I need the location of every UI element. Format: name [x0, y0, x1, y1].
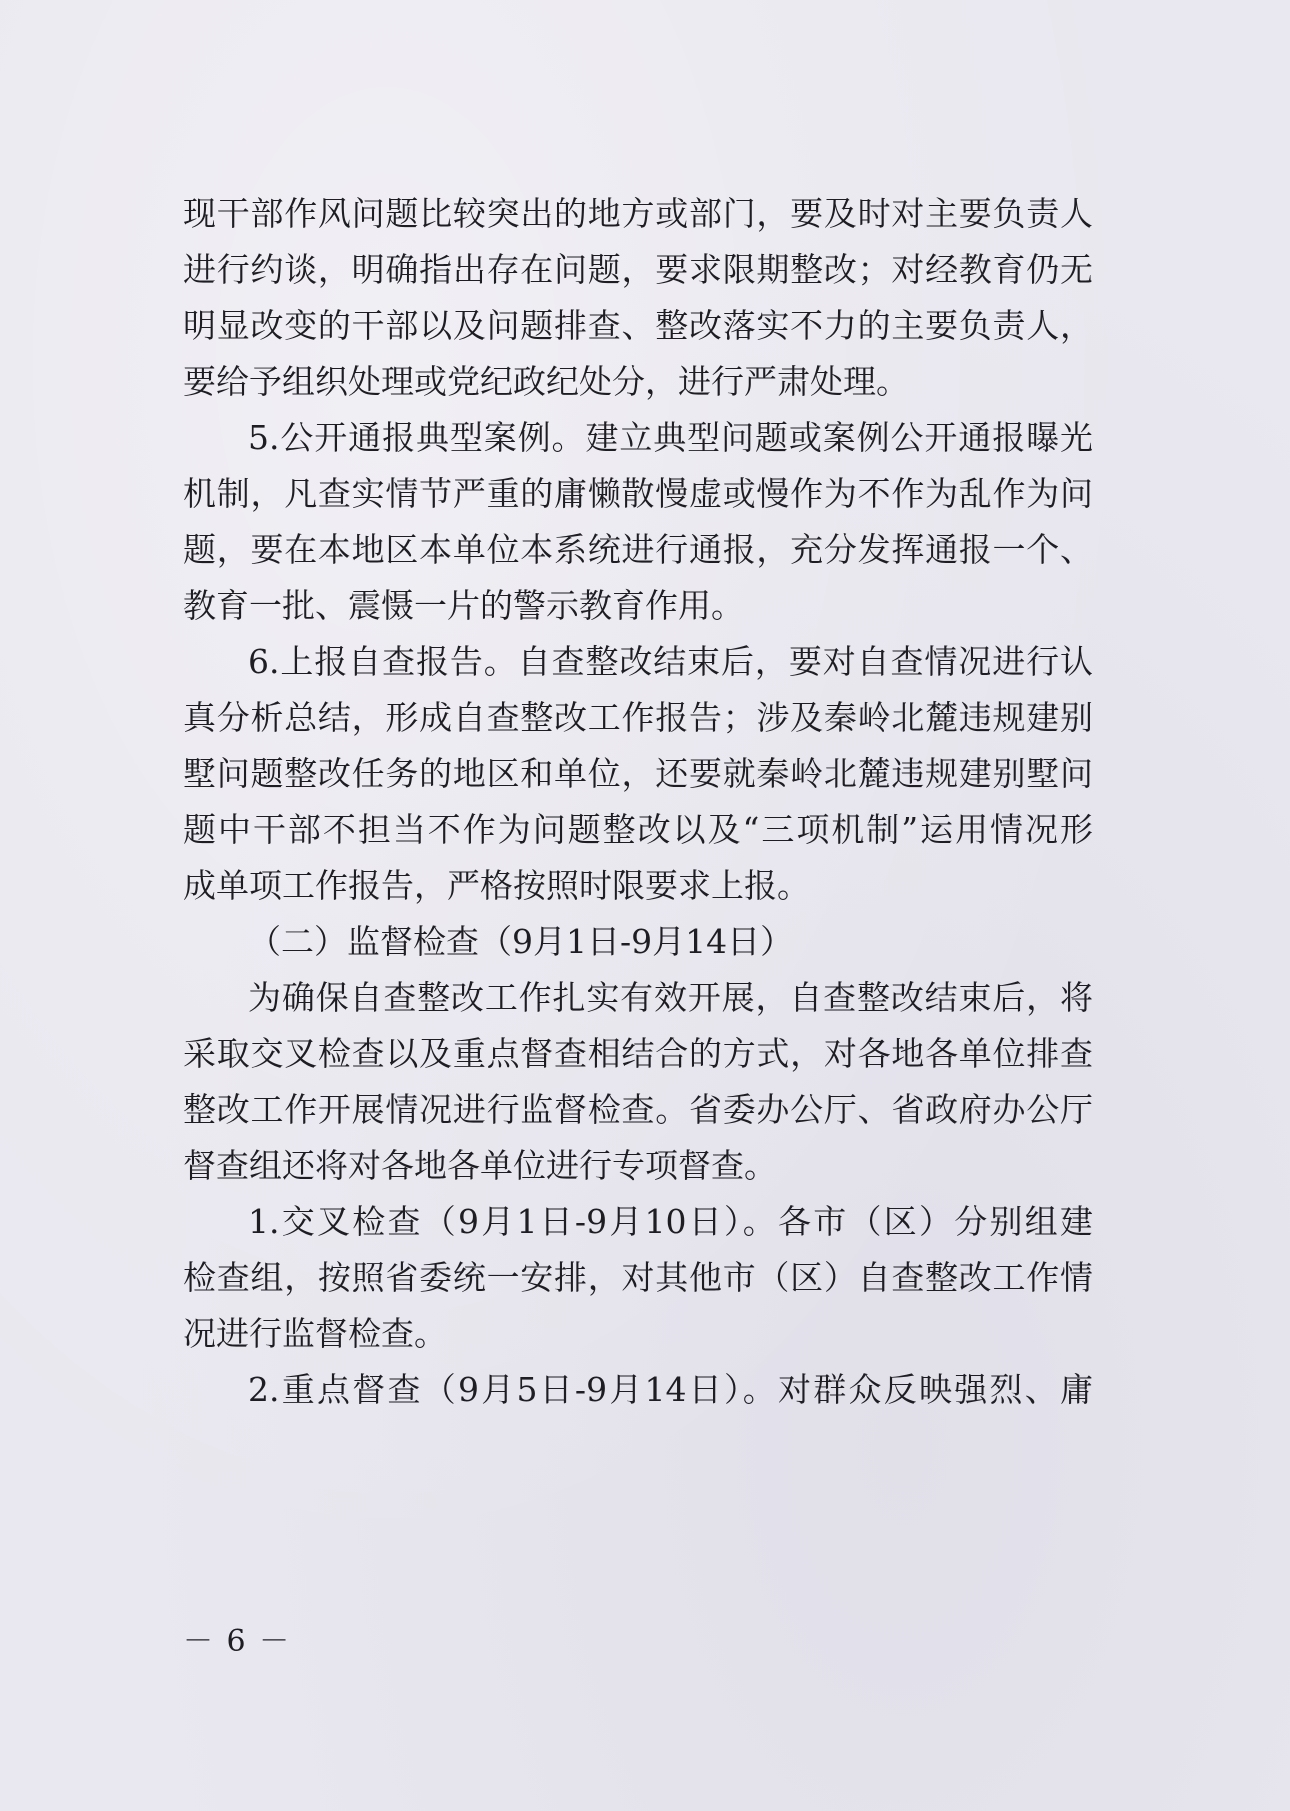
text-line: 要给予组织处理或党纪政纪处分，进行严肃处理。 — [183, 362, 909, 401]
text-line: 进行约谈，明确指出存在问题，要求限期整改；对经教育仍无 — [183, 250, 1093, 289]
text-line: 况进行监督检查。 — [183, 1314, 447, 1353]
text-line: 题中干部不担当不作为问题整改以及“三项机制”运用情况形 — [183, 810, 1093, 849]
text-line: 2.重点督查（9月5日-9月14日）。对群众反映强烈、庸 — [248, 1370, 1093, 1409]
text-line: 明显改变的干部以及问题排查、整改落实不力的主要负责人， — [183, 306, 1093, 345]
text-line: 真分析总结，形成自查整改工作报告；涉及秦岭北麓违规建别 — [183, 698, 1093, 737]
text-line: 检查组，按照省委统一安排，对其他市（区）自查整改工作情 — [183, 1258, 1093, 1297]
text-line: 成单项工作报告，严格按照时限要求上报。 — [183, 866, 810, 905]
text-line: 现干部作风问题比较突出的地方或部门，要及时对主要负责人 — [183, 194, 1093, 233]
text-line: 督查组还将对各地各单位进行专项督查。 — [183, 1146, 777, 1185]
text-line: 题，要在本地区本单位本系统进行通报，充分发挥通报一个、 — [183, 530, 1093, 569]
text-line: 教育一批、震慑一片的警示教育作用。 — [183, 586, 744, 625]
text-line: 为确保自查整改工作扎实有效开展，自查整改结束后，将 — [248, 978, 1093, 1017]
text-line: 机制，凡查实情节严重的庸懒散慢虚或慢作为不作为乱作为问 — [183, 474, 1093, 513]
text-line: 5.公开通报典型案例。建立典型问题或案例公开通报曝光 — [248, 418, 1093, 457]
section-heading: （二）监督检查（9月1日-9月14日） — [248, 922, 794, 961]
text-line: 整改工作开展情况进行监督检查。省委办公厅、省政府办公厅 — [183, 1090, 1093, 1129]
text-line: 采取交叉检查以及重点督查相结合的方式，对各地各单位排查 — [183, 1034, 1093, 1073]
text-line: 1.交叉检查（9月1日-9月10日）。各市（区）分别组建 — [248, 1202, 1093, 1241]
text-line: 墅问题整改任务的地区和单位，还要就秦岭北麓违规建别墅问 — [183, 754, 1093, 793]
text-line: 6.上报自查报告。自查整改结束后，要对自查情况进行认 — [248, 642, 1093, 681]
page-number: － 6 － — [183, 1624, 292, 1659]
